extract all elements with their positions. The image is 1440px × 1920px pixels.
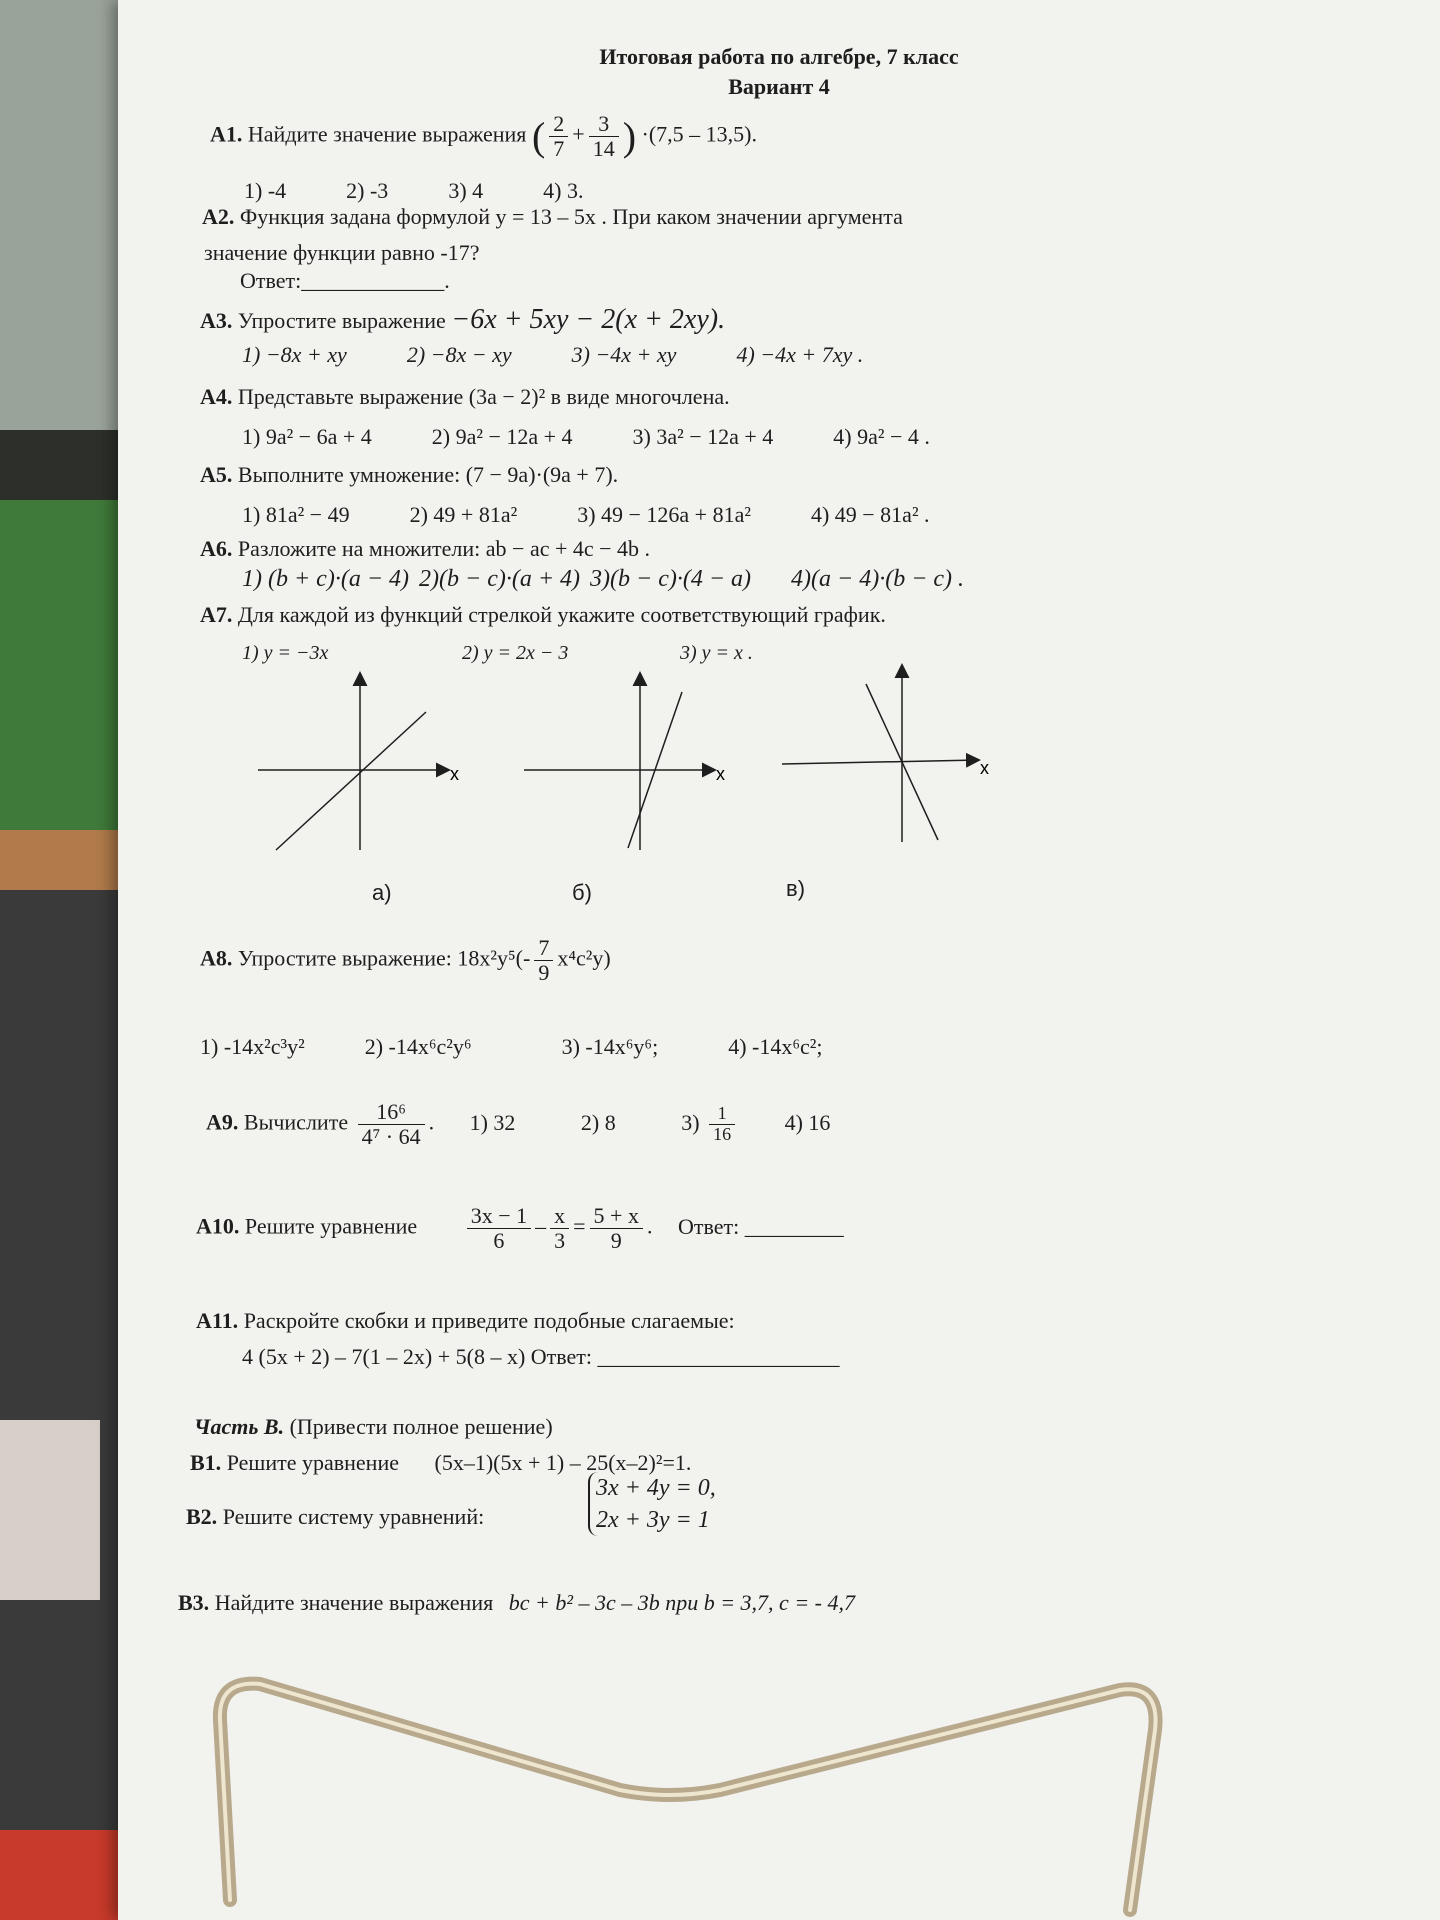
background-photo bbox=[0, 1420, 100, 1600]
graph-label-a: а) bbox=[372, 880, 392, 905]
task-a2: А2. Функция задана формулой y = 13 – 5x . При каком значении аргумента bbox=[202, 204, 903, 229]
task-a1: А1. Найдите значение выражения ( $\frac{2}{7}$ + $\frac{3}{14}$ ) ·(7,5 – 13,5). bbox=[210, 111, 757, 162]
paper-stand-wire bbox=[200, 1660, 1200, 1920]
graph-label-c: в) bbox=[786, 876, 806, 901]
background-desk bbox=[0, 890, 130, 1920]
task-a1-options: 1) -4 2) -3 3) 4 4) 3. bbox=[244, 178, 584, 203]
worksheet-variant: Вариант 4 bbox=[728, 74, 830, 99]
graph-c bbox=[782, 662, 1022, 852]
task-b3: В3. Найдите значение выражения bc + b² – 3c – 3b при b = 3,7, c = - 4,7 bbox=[178, 1590, 855, 1615]
task-a9: А9. Вычислите $\frac{\text{16⁶}}{\text{4⁷ · 64}}$ . 1) 32 2) 8 3) $\frac{1}{16}$ 4) 16 bbox=[206, 1099, 831, 1150]
task-a6: А6. Разложите на множители: ab − ac + 4c − 4b . bbox=[200, 536, 651, 561]
task-a2-line2: значение функции равно -17? bbox=[204, 240, 480, 265]
task-a3: А3. Упростите выражение −6x + 5xy − 2(x + 2xy). bbox=[200, 304, 726, 335]
worksheet-title: Итоговая работа по алгебре, 7 класс bbox=[599, 44, 959, 69]
task-a5-options: 1) 81a² − 49 2) 49 + 81a² 3) 49 − 126a + 81a² 4) 49 − 81a² . bbox=[242, 502, 930, 527]
task-a2-answer: Ответ:_____________. bbox=[240, 268, 450, 293]
task-a8-options: 1) -14x²c³y² 2) -14x⁶c²y⁶ 3) -14x⁶y⁶; 4) -14x⁶c²; bbox=[200, 1034, 823, 1059]
task-a7: А7. Для каждой из функций стрелкой укажите соответствующий график. bbox=[200, 602, 886, 627]
graph-a-axis-label: x bbox=[450, 764, 459, 784]
task-b2: В2. Решите систему уравнений: bbox=[186, 1504, 485, 1529]
task-a6-options: 1) (b + c)·(a − 4) 2)(b − c)·(a + 4) 3)(b − c)·(4 − a) 4)(a − 4)·(b − c) . bbox=[242, 566, 965, 592]
worksheet-page bbox=[118, 0, 1440, 1920]
part-b-heading: Часть В. (Привести полное решение) bbox=[194, 1414, 553, 1439]
background-shelf bbox=[0, 830, 130, 890]
task-b1: В1. Решите уравнение (5x–1)(5x + 1) – 25(x–2)²=1. bbox=[190, 1450, 692, 1475]
task-a7-func-1: 1) y = −3x bbox=[242, 642, 329, 664]
task-a7-func-3: 3) y = x . bbox=[680, 642, 753, 664]
task-a8: А8. Упростите выражение: 18x²y⁵(- $\frac{7}{9}$ x⁴c²y) bbox=[200, 935, 611, 986]
graph-b-axis-label: x bbox=[716, 764, 725, 784]
task-a3-options: 1) −8x + xy 2) −8x − xy 3) −4x + xy 4) −4x + 7xy . bbox=[242, 342, 864, 367]
task-b2-system: 3x + 4y = 0, 2x + 3y = 1 bbox=[588, 1472, 716, 1536]
graph-label-b: б) bbox=[572, 880, 592, 905]
task-a7-func-2: 2) y = 2x − 3 bbox=[462, 642, 569, 664]
task-a11-expr: 4 (5x + 2) – 7(1 – 2x) + 5(8 – x) Ответ: ______________________ bbox=[242, 1344, 840, 1369]
task-a10: А10. Решите уравнение $\frac{3x - 1}{6}$ – $\frac{x}{3}$ = $\frac{5 + x}{9}$ . Ответ: _________ bbox=[196, 1203, 844, 1254]
graph-c-axis-label: x bbox=[980, 758, 989, 778]
task-a5: А5. Выполните умножение: (7 − 9a)·(9a + 7). bbox=[200, 462, 619, 487]
graph-b bbox=[524, 670, 744, 860]
task-a4: А4. Представьте выражение (3a − 2)² в виде многочлена. bbox=[200, 384, 730, 409]
background-green-box bbox=[0, 500, 130, 830]
graph-a bbox=[258, 670, 478, 860]
task-a4-options: 1) 9a² − 6a + 4 2) 9a² − 12a + 4 3) 3a² − 12a + 4 4) 9a² − 4 . bbox=[242, 424, 930, 449]
task-a11: А11. Раскройте скобки и приведите подобные слагаемые: bbox=[196, 1308, 735, 1333]
